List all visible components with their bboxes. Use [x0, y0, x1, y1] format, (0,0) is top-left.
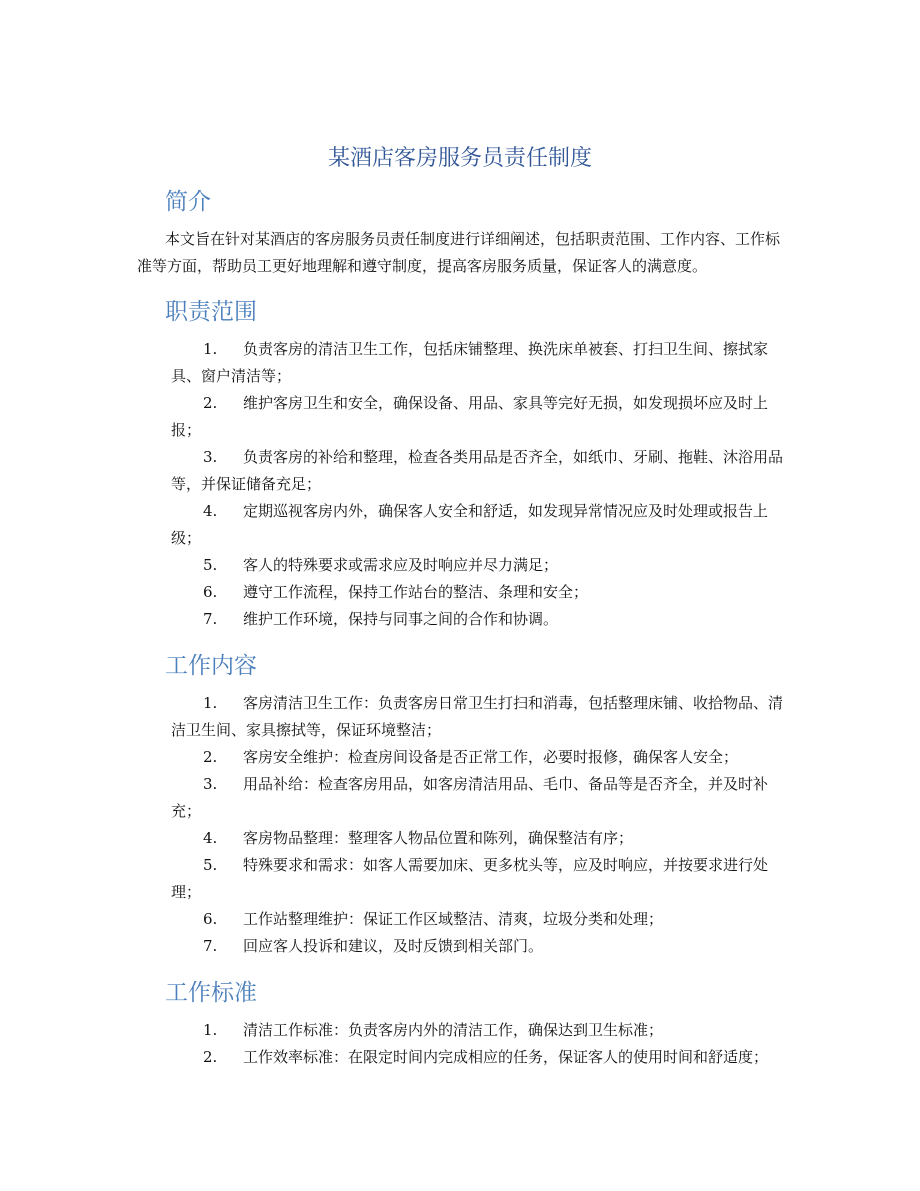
section-work-standards [137, 977, 785, 1071]
list-item-number: 6. [203, 910, 218, 928]
list-item-text: 用品补给：检查客房用品，如客房清洁用品、毛巾、备品等是否齐全，并及时补充； [171, 775, 769, 820]
list-item-text: 清洁工作标准：负责客房内外的清洁工作，确保达到卫生标准； [243, 1021, 664, 1039]
section-heading-responsibilities: 职责范围 [165, 299, 257, 325]
list-item-number: 2. [203, 394, 218, 412]
list-item-text: 工作站整理维护：保证工作区域整洁、清爽，垃圾分类和处理； [243, 910, 664, 928]
section-responsibilities [137, 296, 785, 633]
list-item [137, 906, 785, 933]
list-item-number: 6. [203, 583, 218, 601]
list-item [137, 336, 785, 390]
intro-paragraph: 本文旨在针对某酒店的客房服务员责任制度进行详细阐述，包括职责范围、工作内容、工作标准等方面，帮助员工更好地理解和遵守制度，提高客房服务质量，保证客人的满意度。 [137, 230, 781, 275]
list-item [137, 552, 785, 579]
list-item [137, 579, 785, 606]
list-item-number: 5. [203, 556, 218, 574]
section-heading-work-standards: 工作标准 [165, 980, 257, 1006]
list-item-number: 4. [203, 829, 218, 847]
list-item-number: 1. [203, 340, 218, 358]
document-body [137, 186, 785, 1088]
section-work-content [137, 650, 785, 960]
document-title: 某酒店客房服务员责任制度 [327, 146, 592, 171]
responsibilities-list [137, 336, 785, 633]
list-item [137, 1017, 785, 1044]
list-item [137, 390, 785, 444]
list-item-text: 特殊要求和需求：如客人需要加床、更多枕头等，应及时响应，并按要求进行处理； [171, 856, 769, 901]
list-item [137, 771, 785, 825]
list-item-text: 负责客房的补给和整理，检查各类用品是否齐全，如纸巾、牙刷、拖鞋、沐浴用品等，并保证储备充足； [171, 448, 784, 493]
list-item [137, 852, 785, 906]
work-content-list [137, 690, 785, 960]
list-item-text: 维护工作环境，保持与同事之间的合作和协调。 [243, 610, 559, 628]
list-item-text: 客房物品整理：整理客人物品位置和陈列，确保整洁有序； [243, 829, 634, 847]
list-item-text: 客人的特殊要求或需求应及时响应并尽力满足； [243, 556, 559, 574]
list-item-number: 1. [203, 694, 218, 712]
list-item-text: 客房安全维护：检查房间设备是否正常工作，必要时报修，确保客人安全； [243, 748, 739, 766]
list-item-number: 4. [203, 502, 218, 520]
list-item [137, 825, 785, 852]
work-standards-list [137, 1017, 785, 1071]
list-item-number: 7. [203, 610, 218, 628]
list-item [137, 933, 785, 960]
list-item [137, 444, 785, 498]
list-item-number: 3. [203, 775, 218, 793]
section-heading-work-content: 工作内容 [165, 653, 257, 679]
list-item [137, 1044, 785, 1071]
list-item-text: 维护客房卫生和安全，确保设备、用品、家具等完好无损，如发现损坏应及时上报； [171, 394, 769, 439]
list-item-number: 2. [203, 1048, 218, 1066]
section-intro [137, 186, 785, 280]
list-item-text: 遵守工作流程，保持工作站台的整洁、条理和安全； [243, 583, 589, 601]
list-item [137, 606, 785, 633]
list-item [137, 498, 785, 552]
list-item-number: 2. [203, 748, 218, 766]
list-item-text: 负责客房的清洁卫生工作，包括床铺整理、换洗床单被套、打扫卫生间、擦拭家具、窗户清洁等； [171, 340, 769, 385]
list-item-number: 7. [203, 937, 218, 955]
list-item-text: 工作效率标准：在限定时间内完成相应的任务，保证客人的使用时间和舒适度； [243, 1048, 769, 1066]
list-item-number: 5. [203, 856, 218, 874]
list-item-number: 1. [203, 1021, 218, 1039]
section-heading-intro: 简介 [165, 189, 211, 215]
list-item-text: 客房清洁卫生工作：负责客房日常卫生打扫和消毒，包括整理床铺、收拾物品、清洁卫生间、家具擦拭等，保证环境整洁； [171, 694, 784, 739]
list-item-text: 定期巡视客房内外，确保客人安全和舒适，如发现异常情况应及时处理或报告上级； [171, 502, 769, 547]
list-item-number: 3. [203, 448, 218, 466]
list-item [137, 690, 785, 744]
list-item [137, 744, 785, 771]
list-item-text: 回应客人投诉和建议，及时反馈到相关部门。 [243, 937, 544, 955]
